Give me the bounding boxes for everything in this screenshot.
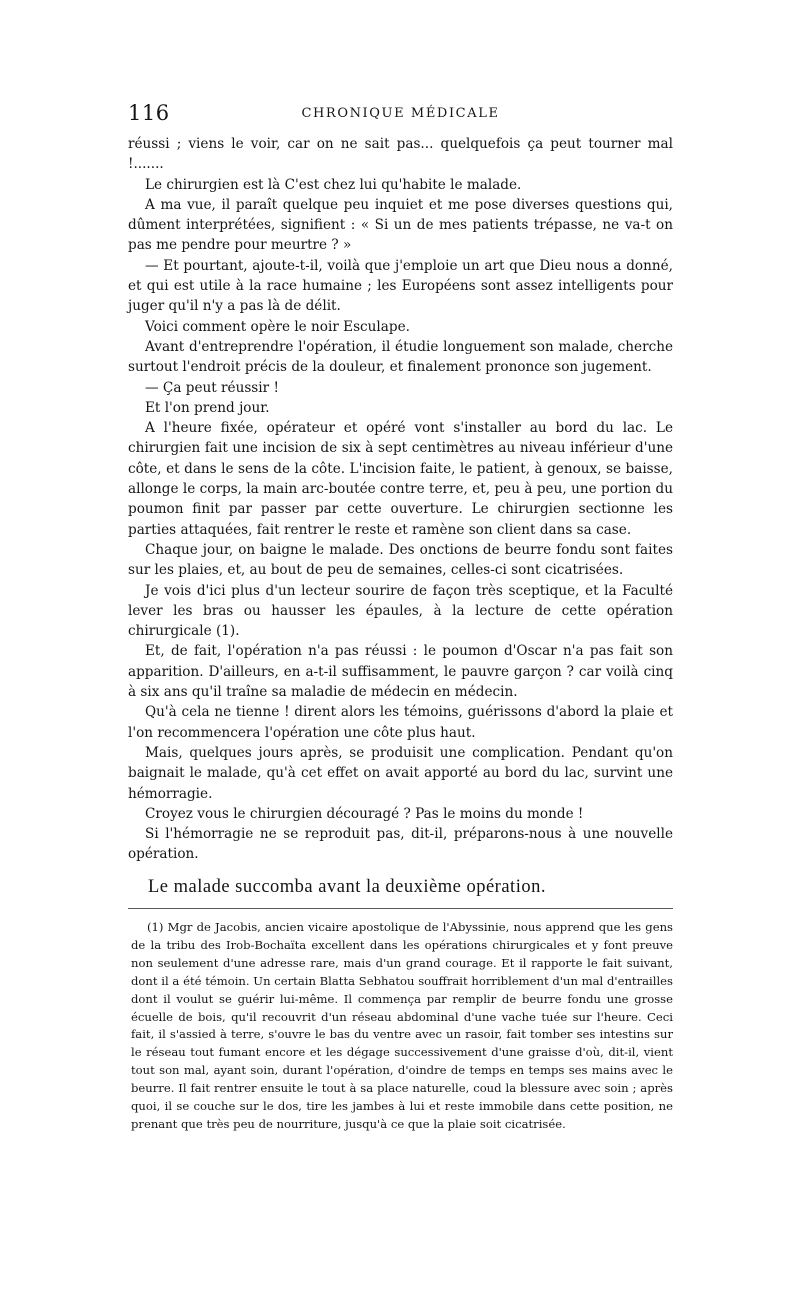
paragraph: Mais, quelques jours après, se produisit une complication. Pendant qu'on baignait le malade, qu'à cet effet on avait apporté au bord du lac, survint une hémorragie.: [128, 744, 673, 802]
paragraph: Si l'hémorragie ne se reproduit pas, dit-il, préparons-nous à une nouvelle opération.: [128, 826, 673, 863]
running-title: CHRONIQUE MÉDICALE: [301, 106, 500, 121]
footnote-divider: [128, 908, 673, 909]
paragraph: — Ça peut réussir !: [145, 379, 279, 396]
paragraph: A ma vue, il paraît quelque peu inquiet et me pose diverses questions qui, dûment interprétées, signifient : « Si un de mes patients trépasse, ne va-t on pas me pendre pour meurtre ? »: [128, 196, 673, 254]
footnote-text: (1) Mgr de Jacobis, ancien vicaire apostolique de l'Abyssinie, nous apprend que les gens de la tribu des Irob-Bochaïta excellent dans les opérations chirurgicales et y font preuve non seulement d'une adresse rare, mais d'un grand courage. Et il rapporte le fait suivant, dont il a été témoin. Un certain Blatta Sebhatou souffrait horriblement d'un mal d'entrailles dont il voulut se guérir lui-même. Il commença par remplir de beurre fondu une grosse écuelle de bois, qu'il recouvrit d'un réseau abdominal d'une vache tuée sur l'heure. Ceci fait, il s'assied à terre, s'ouvre le bas du ventre avec un rasoir, fait tomber ses intestins sur le réseau tout fumant encore et les dégage successivement d'une graisse d'où, dit-il, vient tout son mal, ayant soin, durant l'opération, d'oindre de temps en temps ses mains avec le beurre. Il fait rentrer ensuite le tout à sa place naturelle, coud la blessure avec soin ; après quoi, il se couche sur le dos, tire les jambes à lui et reste immobile dans cette position, ne prenant que très peu de nourriture, jusqu'à ce que la plaie soit cicatrisée.: [131, 920, 673, 1131]
paragraph: Qu'à cela ne tienne ! dirent alors les témoins, guérissons d'abord la plaie et l'on recommencera l'opération une côte plus haut.: [128, 704, 673, 741]
footnote: [131, 919, 673, 1134]
paragraph: réussi ; viens le voir, car on ne sait pas... quelquefois ça peut tourner mal !.......: [128, 136, 673, 173]
paragraph: Et l'on prend jour.: [145, 399, 270, 416]
paragraph: A l'heure fixée, opérateur et opéré vont s'installer au bord du lac. Le chirurgien fait une incision de six à sept centimètres au niveau inférieur d'une côte, et dans le sens de la côte. L'incision faite, le patient, à genoux, se baisse, allonge le corps, la main arc-boutée contre terre, et, peu à peu, une portion du poumon finit par passer par cette ouverture. Le chirurgien sectionne les parties attaquées, fait rentrer le reste et ramène son client dans sa case.: [128, 420, 673, 538]
paragraph: Avant d'entreprendre l'opération, il étudie longuement son malade, cherche surtout l'endroit précis de la douleur, et finalement prononce son jugement.: [128, 338, 673, 376]
paragraph: Croyez vous le chirurgien découragé ? Pas le moins du monde !: [145, 805, 584, 822]
body-text: [128, 134, 673, 865]
paragraph: Et, de fait, l'opération n'a pas réussi : le poumon d'Oscar n'a pas fait son apparition. D'ailleurs, en a-t-il suffisamment, le pauvre garçon ? car voilà cinq à six ans qu'il traîne sa maladie de médecin en médecin.: [128, 643, 673, 701]
paragraph: Je vois d'ici plus d'un lecteur sourire de façon très sceptique, et la Faculté lever les bras ou hausser les épaules, à la lecture de cette opération chirurgicale (1).: [128, 582, 673, 640]
page-header: [128, 101, 673, 127]
closing-line: Le malade succomba avant la deuxième opération.: [148, 877, 546, 897]
paragraph: Voici comment opère le noir Esculape.: [145, 318, 410, 335]
page-number: 116: [128, 101, 170, 125]
paragraph: Chaque jour, on baigne le malade. Des onctions de beurre fondu sont faites sur les plaies, et, au bout de peu de semaines, celles-ci sont cicatrisées.: [128, 541, 673, 579]
paragraph: Le chirurgien est là C'est chez lui qu'habite le malade.: [145, 176, 522, 193]
paragraph: — Et pourtant, ajoute-t-il, voilà que j'emploie un art que Dieu nous a donné, et qui est utile à la race humaine ; les Européens sont assez intelligents pour juger qu'il n'y a pas là de délit.: [128, 257, 673, 315]
